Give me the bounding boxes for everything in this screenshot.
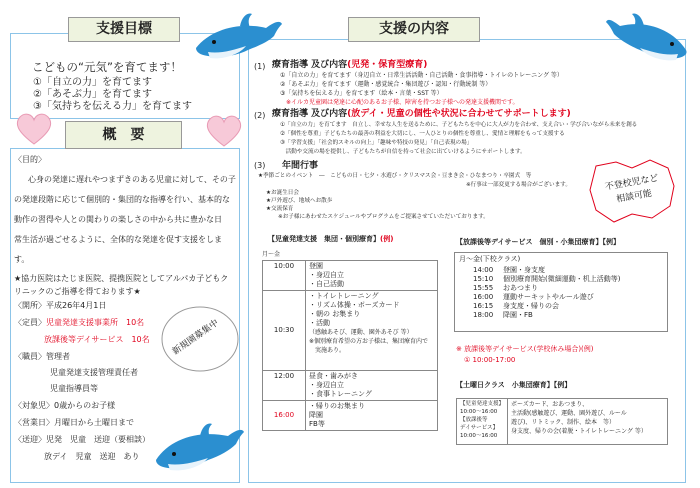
sched3-left-line: 10:00～16:00 xyxy=(460,409,498,415)
sched3-right-line: 主活動(感触遊び、運動、園外遊び、ルール xyxy=(511,410,627,417)
sched2-time: 16:15 xyxy=(473,302,494,310)
sched2-row xyxy=(473,284,620,293)
transport-1: 児発 児童 送迎（要相談） xyxy=(46,435,150,444)
sched1-item: ・身辺自立 xyxy=(309,381,344,389)
sched2-text: 身支度・帰りの会 xyxy=(503,302,559,310)
sched1-example: (例) xyxy=(380,235,394,243)
sched2-time: 14:00 xyxy=(473,266,494,274)
sched1-item: ・活動 xyxy=(309,319,330,327)
sched1-item: ・朝の お集まり xyxy=(309,310,361,318)
sched1-items-4 xyxy=(306,401,438,431)
s1-number: (1) xyxy=(254,62,266,71)
purpose-line-2: の発達段階に応じて個別的・集団的な指導を行い、基本的な xyxy=(14,195,230,204)
sched3-right-line: 身支度、帰りの会(着脱・トイレトレーニング 等） xyxy=(511,428,647,435)
purpose-line-4: 常生活が過ごせるように、全体的な発達を促す支援をしま xyxy=(14,235,222,244)
sched1-items-1 xyxy=(306,261,438,291)
sched1-item: （感触あそび、運動、園外あそび 等） xyxy=(309,329,413,336)
sched2-box xyxy=(454,252,668,332)
clinic-note xyxy=(14,272,236,298)
sched1-items-3 xyxy=(306,371,438,401)
sched3-left-line: デイサービス】 xyxy=(460,425,499,431)
sched1-table xyxy=(262,260,438,431)
transport-row xyxy=(14,435,150,445)
sched2-time: 18:00 xyxy=(473,311,494,319)
sched1-row xyxy=(263,261,438,291)
sched2-time: 15:55 xyxy=(473,284,494,292)
days-label: 〈営業日〉 xyxy=(14,418,54,427)
consult-line-2: 相談可能 xyxy=(615,188,653,205)
s3-outing: ★戸外遊び、地域へお散歩 xyxy=(266,198,333,204)
staff-1: 管理者 xyxy=(46,352,70,361)
sched1-item: 降園 xyxy=(309,411,323,419)
target-value: 0歳からのお子様 xyxy=(54,401,116,410)
sched1-item: ・トイレトレーニング xyxy=(309,292,379,300)
sched1-header: 月～金 xyxy=(262,251,281,258)
staff-label: 〈職員〉 xyxy=(14,352,46,361)
dolphin-right-icon xyxy=(606,10,692,70)
sched3-left-line: 10:00～16:00 xyxy=(460,433,498,439)
opened-value: 平成26年4月1日 xyxy=(46,301,107,310)
goal-1: ①「自立の力」を育てます xyxy=(33,77,152,88)
sched2-row xyxy=(473,266,620,275)
sched1-row xyxy=(263,401,438,431)
clinic-line-1: ★協力医院はたじま医院、提携医院としてアルパカ子どもク xyxy=(14,274,229,283)
sched1-item: 昼食・歯みがき xyxy=(309,372,358,380)
staff-2: 児童発達支援管理責任者 xyxy=(50,368,138,377)
s2-line-4: 活動や交流の場を提供し、子どもたちが自信を持って社会に出ていけるようにサポートします。 xyxy=(280,149,526,155)
capacity-2: 放課後等デイサービス 10名 xyxy=(44,335,150,344)
sched1-item: FB等 xyxy=(309,420,325,428)
sched1-item: ・帰りのお集まり xyxy=(309,402,365,410)
s3-events: ★季節ごとのイベント ― こどもの日・七夕・水遊び・クリスマス会・豆まき会・ひなまつり・卒園式 等 xyxy=(258,173,532,179)
sched3-left-line: 【児童発達支援】 xyxy=(460,401,505,407)
sched1-title-text: 【児童発達支援 集団・個別療育】 xyxy=(268,235,380,243)
sched1-item: ・自己活動 xyxy=(309,280,344,288)
sched2-row xyxy=(473,311,620,320)
s2-line-2: ②「個性を尊重」子どもたちの最善の利益を大切にし、一人ひとりの個性を尊重し、愛情と理解をもって支援する xyxy=(280,131,565,137)
overview-title: 概 要 xyxy=(65,121,182,149)
s2-number: (2) xyxy=(254,111,266,120)
sched2-time: 15:10 xyxy=(473,275,494,283)
s3-birthday: ★お誕生日会 xyxy=(266,190,299,196)
splash-left-icon xyxy=(192,8,292,64)
s1-line-1: ①「自立の力」を育てます（身辺自立・日常生活活動・自己活動・食事指導・トイレのトレーニング 等） xyxy=(280,72,563,79)
sched3-left xyxy=(457,399,508,445)
purpose-line-5: す。 xyxy=(14,255,30,264)
goal-2: ②「あそぶ力」を育てます xyxy=(33,89,152,100)
sched1-time-1: 10:00 xyxy=(263,261,306,291)
goals-title: 支援目標 xyxy=(68,17,180,42)
heart-left-icon xyxy=(14,112,54,146)
sched1-items-2 xyxy=(306,291,438,371)
sched2-example: 【例】 xyxy=(602,238,621,246)
days-row xyxy=(14,418,134,428)
sched3-right-line: 遊び)、リトミック、制作、絵本 等） xyxy=(511,419,615,426)
sched1-row xyxy=(263,291,438,371)
sched3-table xyxy=(456,398,668,445)
heart-right-icon xyxy=(204,114,244,148)
holiday-time: ① 10:00-17:00 xyxy=(464,356,516,364)
staff-row xyxy=(14,352,70,362)
transport-2: 放デイ 児童 送迎 あり xyxy=(44,452,140,461)
sched3-right xyxy=(508,399,668,445)
sched2-text: 個別療育開始(微細運動・机上活動等) xyxy=(503,275,621,283)
sched2-text: 運動サーキットやルール遊び xyxy=(503,293,594,301)
purpose-text xyxy=(14,170,236,270)
goal-3: ③「気持ちを伝える力」を育てます xyxy=(33,101,192,112)
sched1-item: ・食事トレーニング xyxy=(309,390,372,398)
purpose-label: 〈目的〉 xyxy=(14,155,46,164)
recruit-badge: 新規園募集中 xyxy=(170,318,221,358)
sched2-row xyxy=(473,302,620,311)
purpose-line-3: 動作の習得や人との関わりの楽しさの中から共に豊かな日 xyxy=(14,215,222,224)
sched2-text: 登園・身支度 xyxy=(503,266,545,274)
sched1-item: ※個別療育希望の方お子様は、集団療育内で xyxy=(309,338,429,345)
capacity-row xyxy=(14,318,144,328)
days-value: 月曜日から土曜日まで xyxy=(54,418,134,427)
target-row xyxy=(14,401,115,411)
s1-line-2: ②「あそぶ力」を育てます（運動・感覚統合・集団遊び・認知・行動統制 等） xyxy=(280,81,492,88)
s1-heading-red: (児発・保育型療育) xyxy=(347,60,428,70)
capacity-label: 〈定員〉 xyxy=(14,318,46,327)
sched1-item: ・身辺自立 xyxy=(309,271,344,279)
dolphin-icon xyxy=(150,420,248,482)
target-label: 〈対象児〉 xyxy=(14,401,54,410)
sched1-title xyxy=(268,235,393,244)
purpose-line-1: 心身の発達に遅れやつまずきのある児童に対して、その子 xyxy=(28,175,236,184)
s2-line-1: ①「自立の力」を育てます 自立し、幸せな人生を送るために、子どもたちを中心に大人が力を合わせ、支え合い・学び合いながら未来を創る xyxy=(280,122,638,128)
s3-change-note: ※行事は一部変更する場合がございます。 xyxy=(466,182,571,188)
sched3-row xyxy=(457,399,668,445)
opened-row xyxy=(14,301,106,311)
goals-headline: こどもの“元気”を育てます！ xyxy=(32,60,182,74)
opened-label: 〈開所〉 xyxy=(14,301,46,310)
sched3-example: 【例】 xyxy=(553,381,572,389)
sched2-title-text: 【放課後等デイサービス 個別・小集団療育】 xyxy=(456,238,603,246)
sched3-right-line: ボーズカード、おあつまり、 xyxy=(511,401,589,408)
sched3-left-line: 【放課後等 xyxy=(460,417,488,423)
s3-exchange: ★交流保育 xyxy=(266,206,294,212)
s1-note: ※イルカ児童園は発達に心配のあるお子様、障害を持つお子様への発達支援機関です。 xyxy=(286,99,519,106)
staff-3: 児童指導員等 xyxy=(50,384,98,393)
sched1-item: 登園 xyxy=(309,262,323,270)
transport-label: 〈送迎〉 xyxy=(14,435,46,444)
sched2-rows xyxy=(473,266,620,320)
s2-line-3: ③「学習支援」「社会的スキルの向上」「趣味や特技の発見」「自己表現の場」 xyxy=(280,140,473,146)
sched2-title xyxy=(456,238,620,247)
s3-note: ※お子様にあわせたスケジュールやプログラムをご提案させていただいております。 xyxy=(278,214,489,220)
consult-line-1: 不登校児など xyxy=(604,173,660,193)
s1-line-3: ③「気持ちを伝える力」を育てます（絵本・言葉・SST 等） xyxy=(280,90,443,97)
sched1-time-3: 12:00 xyxy=(263,371,306,401)
holiday-note: ※ 放課後等デイサービス(学校休み場合)(例) xyxy=(456,345,594,353)
s1-heading xyxy=(272,60,427,70)
capacity-1: 児童発達支援事業所 10名 xyxy=(46,318,145,327)
sched1-item: ・リズム体操・ボーズカード xyxy=(309,301,400,309)
sched2-header: 月～金(下校クラス) xyxy=(459,255,521,263)
sched1-time-2: 10:30 xyxy=(263,291,306,371)
sched1-time-4: 16:00 xyxy=(263,401,306,431)
sched3-title-text: 【土曜日クラス 小集団療育】 xyxy=(456,381,554,389)
clinic-line-2: リニックのご指導を得ております★ xyxy=(14,287,141,296)
sched2-row xyxy=(473,275,620,284)
s2-heading xyxy=(272,109,571,119)
sched2-text: おあつまり xyxy=(503,284,538,292)
content-title: 支援の内容 xyxy=(348,17,480,42)
sched3-title xyxy=(456,381,571,390)
s3-number: (3) xyxy=(254,161,266,170)
s1-heading-text: 療育指導 及び内容 xyxy=(272,60,348,70)
sched2-row xyxy=(473,293,620,302)
sched2-text: 降園・FB xyxy=(503,311,533,319)
s3-heading: 年間行事 xyxy=(282,161,319,171)
sched1-item: 実施あり。 xyxy=(309,347,346,354)
s2-heading-red: (放デイ・児童の個性や状況に合わせてサポートします) xyxy=(347,109,571,119)
s2-heading-text: 療育指導 及び内容 xyxy=(272,109,348,119)
sched2-time: 16:00 xyxy=(473,293,494,301)
sched1-row xyxy=(263,371,438,401)
